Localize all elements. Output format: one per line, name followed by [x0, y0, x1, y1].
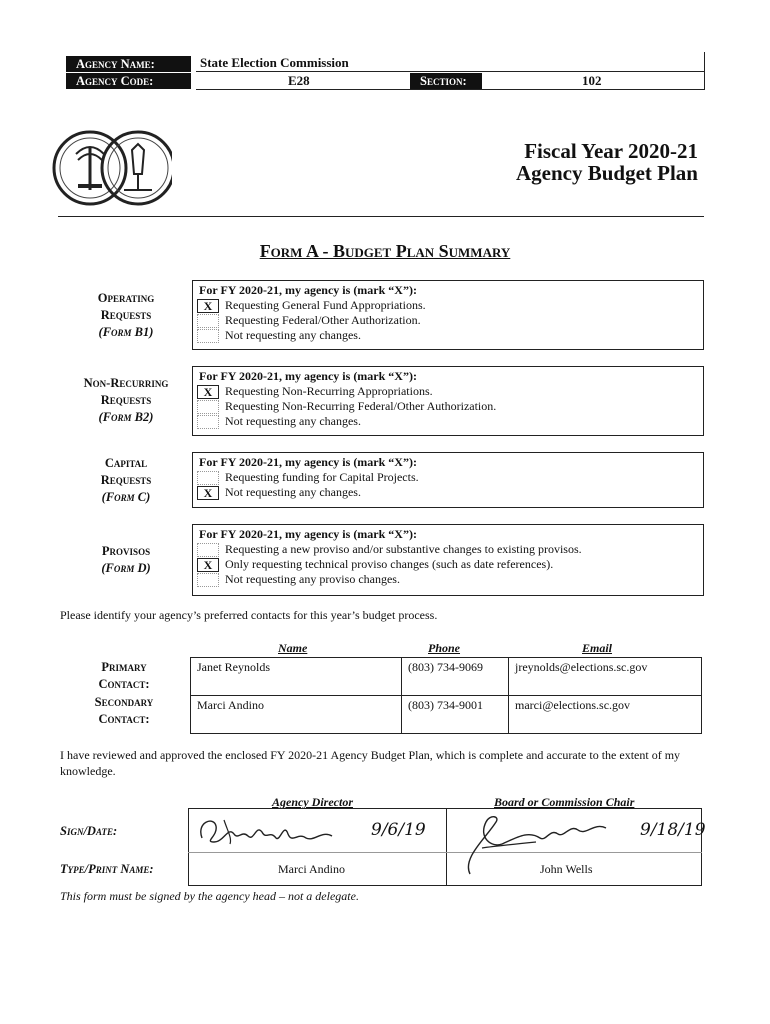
operating-label-line2: Requests [100, 308, 152, 322]
non-recurring-heading: For FY 2020-21, my agency is (mark “X”): [199, 369, 417, 383]
fiscal-year-title: Fiscal Year 2020-21 [524, 139, 698, 163]
non-recurring-option-1[interactable] [193, 384, 703, 399]
primary-label-line2: Contact: [98, 677, 150, 691]
operating-label-form: (Form B1) [98, 325, 154, 339]
checkbox[interactable] [197, 573, 219, 587]
secondary-label-line1: Secondary [94, 695, 154, 709]
checkbox[interactable] [197, 471, 219, 485]
col-head-email: Email [582, 641, 613, 655]
non-recurring-requests-box [192, 366, 704, 436]
primary-phone-cell[interactable]: (803) 734-9069 [402, 658, 509, 696]
non-recurring-option-3[interactable] [193, 414, 703, 429]
operating-heading: For FY 2020-21, my agency is (mark “X”): [199, 283, 417, 297]
option-label: Requesting Federal/Other Authorization. [225, 313, 421, 327]
option-label: Requesting Non-Recurring Federal/Other Authorization. [225, 399, 497, 413]
table-row [191, 696, 702, 734]
signature-divider [446, 808, 447, 886]
capital-label-line2: Requests [100, 473, 152, 487]
budget-plan-title: Agency Budget Plan [515, 161, 698, 185]
table-row [191, 658, 702, 696]
header-line-top [196, 71, 704, 72]
capital-heading: For FY 2020-21, my agency is (mark “X”): [199, 455, 417, 469]
operating-option-2[interactable] [193, 313, 703, 328]
provisos-option-2[interactable] [193, 557, 703, 572]
checkbox[interactable] [197, 314, 219, 328]
col-head-name: Name [278, 641, 308, 655]
checkbox[interactable] [197, 400, 219, 414]
capital-option-2[interactable] [193, 485, 703, 500]
checkbox[interactable] [197, 329, 219, 343]
option-label: Not requesting any changes. [225, 328, 361, 342]
option-label: Requesting General Fund Appropriations. [225, 298, 426, 312]
col-head-phone: Phone [428, 641, 461, 655]
contacts-table [190, 657, 702, 734]
checkbox[interactable]: X [197, 486, 219, 500]
agency-name-value: State Election Commission [200, 55, 349, 70]
option-label: Requesting a new proviso and/or substantive changes to existing provisos. [225, 542, 582, 556]
provisos-heading: For FY 2020-21, my agency is (mark “X”): [199, 527, 417, 541]
agency-name-label: Agency Name: [66, 56, 191, 72]
secondary-label-line2: Contact: [98, 712, 150, 726]
operating-label-line1: Operating [97, 291, 155, 305]
secondary-email-cell[interactable]: marci@elections.sc.gov [509, 696, 702, 734]
signature-note: This form must be signed by the agency head – not a delegate. [60, 889, 359, 903]
capital-label-form: (Form C) [101, 490, 151, 504]
checkbox[interactable]: X [197, 299, 219, 313]
option-label: Not requesting any changes. [225, 485, 361, 499]
secondary-phone-cell[interactable]: (803) 734-9001 [402, 696, 509, 734]
agency-code-value: E28 [288, 73, 310, 88]
operating-label [60, 290, 192, 341]
capital-label [60, 455, 192, 506]
director-printed-name: Marci Andino [278, 862, 345, 876]
state-seal [52, 114, 172, 219]
provisos-label-form: (Form D) [101, 561, 151, 575]
operating-option-1[interactable] [193, 298, 703, 313]
option-label: Requesting funding for Capital Projects. [225, 470, 419, 484]
board-printed-name: John Wells [540, 862, 593, 876]
director-signature[interactable] [194, 812, 344, 850]
checkbox[interactable]: X [197, 558, 219, 572]
secondary-name-cell[interactable]: Marci Andino [191, 696, 402, 734]
non-recurring-label [60, 375, 192, 426]
option-label: Requesting Non-Recurring Appropriations. [225, 384, 433, 398]
header-line-bottom [196, 89, 704, 90]
director-date: 9/6/19 [371, 820, 426, 840]
board-chair-heading: Board or Commission Chair [494, 795, 635, 809]
non-recurring-label-form: (Form B2) [98, 410, 154, 424]
section-label: Section: [410, 73, 482, 89]
type-print-label: Type/Print Name: [60, 862, 154, 876]
board-date: 9/18/19 [640, 820, 706, 840]
checkbox[interactable]: X [197, 385, 219, 399]
form-title: Form A - Budget Plan Summary [259, 241, 511, 261]
primary-contact-label [60, 659, 188, 693]
checkbox[interactable] [197, 543, 219, 557]
sign-date-label: Sign/Date: [60, 824, 118, 838]
provisos-label-line1: Provisos [101, 544, 151, 558]
operating-requests-box [192, 280, 704, 350]
certification-statement: I have reviewed and approved the enclosed FY 2020-21 Agency Budget Plan, which is complete and accurate to the extent of my knowledge. [60, 748, 681, 778]
non-recurring-label-line1: Non-Recurring [83, 376, 169, 390]
operating-option-3[interactable] [193, 328, 703, 343]
option-label: Not requesting any changes. [225, 414, 361, 428]
provisos-option-1[interactable] [193, 542, 703, 557]
agency-code-label: Agency Code: [66, 73, 191, 89]
option-label: Only requesting technical proviso changes (such as date references). [225, 557, 554, 571]
primary-email-cell[interactable]: jreynolds@elections.sc.gov [509, 658, 702, 696]
provisos-label [60, 543, 192, 577]
non-recurring-option-2[interactable] [193, 399, 703, 414]
capital-option-1[interactable] [193, 470, 703, 485]
title-divider [58, 216, 704, 217]
checkbox[interactable] [197, 415, 219, 429]
provisos-option-3[interactable] [193, 572, 703, 587]
primary-name-cell[interactable]: Janet Reynolds [191, 658, 402, 696]
header-right-border [704, 52, 705, 90]
option-label: Not requesting any proviso changes. [225, 572, 400, 586]
secondary-contact-label [60, 694, 188, 728]
section-value: 102 [582, 73, 602, 88]
agency-director-heading: Agency Director [272, 795, 353, 809]
non-recurring-label-line2: Requests [100, 393, 152, 407]
contacts-intro: Please identify your agency’s preferred contacts for this year’s budget process. [60, 608, 438, 622]
capital-requests-box [192, 452, 704, 508]
provisos-requests-box [192, 524, 704, 596]
primary-label-line1: Primary [101, 660, 147, 674]
capital-label-line1: Capital [104, 456, 148, 470]
